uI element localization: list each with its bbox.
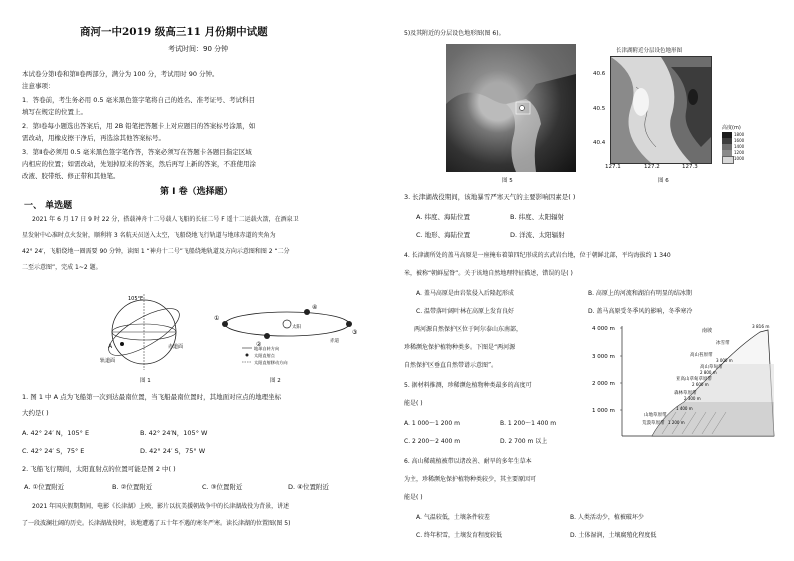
q2-option-c[interactable]: C. ③位置附近 [202, 483, 243, 491]
right-column [404, 0, 776, 561]
q5-option-a[interactable]: A. 1 000～1 200 m [404, 420, 460, 427]
q1-option-c[interactable]: C. 42° 24′ S，75° E [22, 447, 85, 455]
legend-title: 高度(m) [722, 125, 741, 131]
intro-line: 3．第Ⅱ卷必须用 0.5 毫米黑色签字笔作答，答案必须写在答题卡各题目指定区域 [22, 148, 252, 156]
q1-stem: 1. 图 1 中 A 点为飞船第一次到达最南位置，当飞船最南位置时，其地面对应点的地理坐标 [22, 393, 282, 401]
y-tick: 3 000 m [592, 354, 615, 360]
lake-marker [520, 106, 525, 111]
left-column [22, 0, 392, 561]
q6-stem: 6. 高山稀疏植被带以诸改善、耐旱的多年生草本 [404, 458, 532, 465]
intro-line: 注意事项： [22, 82, 55, 90]
figure-2-caption: 图 2 [270, 378, 281, 384]
intro-line: 改液、胶带纸、修正带和其他笔。 [22, 172, 120, 180]
q1-option-a[interactable]: A. 42° 24′ N，105° E [22, 429, 90, 437]
passage-line: 2021 年 6 月 17 日 9 时 22 分，搭载神舟十二号载人飞船的长征二号 F 遥十二运载火箭，在酒泉卫 [32, 216, 299, 223]
legend-dot [246, 354, 249, 357]
lon-label: 127.3 [682, 164, 698, 170]
q5-stem: 5. 据材料推测，珍稀濒危植物种类最多的高度可 [404, 382, 532, 389]
q5-option-c[interactable]: C. 2 200～2 400 m [404, 438, 461, 445]
q2-option-a[interactable]: A. ①位置附近 [24, 483, 65, 491]
map-overlay [446, 44, 576, 172]
legend-label: 1400 [734, 144, 745, 149]
figure-5-map [446, 44, 576, 172]
section-title: 一、 单选题 [24, 201, 73, 211]
lat-label: 40.5 [593, 106, 606, 112]
zone-meadow: 高山草甸带 [700, 365, 723, 370]
legend-3: 太阳直射移动方向 [254, 360, 288, 365]
q2-option-d[interactable]: D. ④位置附近 [288, 483, 329, 491]
sun-label: 太阳 [292, 325, 301, 330]
q3-stem: 3. 长津湖战役期间，该地暴雪严寒天气的主要影响因素是( ) [404, 193, 576, 201]
zone-desert-steppe: 荒漠草原带 [642, 421, 665, 426]
lon-label: 127.2 [644, 164, 660, 170]
intro-line: 需改动，用橡皮擦干净后，再选涂其他答案标号。 [22, 134, 165, 142]
q5-option-b[interactable]: B. 1 200～1 400 m [500, 420, 557, 427]
point-a [120, 342, 124, 346]
legend-swatch [722, 156, 734, 164]
q1-option-b[interactable]: B. 42° 24′N，105° W [140, 429, 208, 437]
label-equator-plane: 赤道面 [168, 344, 184, 350]
passage-line: 自然保护区垂直自然带谱示意图”。 [404, 362, 498, 369]
part-title: 第 Ⅰ 卷（选择题） [160, 187, 233, 197]
figure-6-terrain [610, 56, 712, 164]
pos-label-1: ① [214, 315, 220, 322]
q6-stem: 能是( ) [404, 494, 423, 501]
figure-6-caption: 图 6 [658, 178, 669, 184]
intro-line: 内相应的位置；如需改动，先划掉原来的答案，然后再写上新的答案，不准使用涂 [22, 160, 256, 168]
label-orbit-plane: 轨道面 [100, 358, 116, 364]
lon-label: 127.1 [605, 164, 621, 170]
terrain-layers [611, 57, 711, 163]
q2-option-b[interactable]: B. ②位置附近 [112, 483, 153, 491]
label-a: A [108, 343, 113, 350]
figure-1-caption: 图 1 [140, 378, 151, 384]
q2-stem: 2. 飞船飞行期间，太阳直射点的位置可能是图 2 中( ) [22, 465, 176, 473]
q4-option-a[interactable]: A. 盖马高原是由岩浆侵入后隆起形成 [416, 290, 514, 297]
q3-option-d[interactable]: D. 洋流、太阳辐射 [510, 231, 565, 239]
q4-option-d[interactable]: D. 盖马高原受冬季风的影响，冬季寒冷 [588, 308, 693, 315]
q4-option-b[interactable]: B. 高原上的河流和湖泊有明显的结冰期 [588, 290, 692, 297]
passage-line: 两河源自然保护区位于阿尔泰山东南部， [414, 326, 523, 333]
figure-5-caption: 图 5 [502, 178, 513, 184]
legend-label: 1000 [734, 156, 745, 161]
legend-label: 1200 [734, 150, 745, 155]
zone-glacier: 冰雪带 [716, 341, 730, 346]
height-label: 2 600 m [692, 382, 709, 387]
q5-option-d[interactable]: D. 2 700 m 以上 [500, 438, 548, 445]
earth-pos-4 [304, 309, 310, 315]
y-tick: 4 000 m [592, 326, 615, 332]
passage-line: 珍稀濒危保护植物种类多。下图是“两河源 [404, 344, 516, 351]
q3-option-a[interactable]: A. 纬度、海陆位置 [416, 213, 470, 221]
passage-line: 了一段波澜壮阔的历史。长津湖战役时，该地遭遇了五十年不遇的寒冬严寒。读长津湖的位置图(图 5) [22, 520, 291, 527]
lat-label: 40.6 [593, 71, 606, 77]
height-label: 3 000 m [716, 358, 733, 363]
figure-6-title: 长津湖附近分层设色地形图 [616, 48, 683, 54]
zone-mtn-steppe: 山地草原带 [644, 413, 667, 418]
q1-option-d[interactable]: D. 42° 24′ S，75° W [140, 447, 206, 455]
figure-2-orbit [212, 300, 362, 370]
passage-line: 42° 24′，飞船绕地一圈需要 90 分钟，读图 1 “神舟十二号”飞船绕地轨道及方向示意图和图 2 “二分 [22, 248, 290, 255]
q6-option-d[interactable]: D. 土体湿润，土壤腐殖化程度低 [570, 532, 657, 539]
sun-symbol [283, 320, 291, 328]
intro-line: 填写在规定的位置上。 [22, 108, 87, 116]
peak-height: 3 816 m [752, 324, 770, 329]
passage-line: 二至示意图”，完成 1~2 题。 [22, 264, 102, 271]
passage-line: 2021 年国庆假期期间，电影《长津湖》上映，影片以抗美援朝战争中的长津湖战役为背景，讲述 [32, 503, 290, 510]
q6-option-a[interactable]: A. 气温较低，土壤条件较差 [416, 514, 490, 521]
zone-subalpine: 亚高山草甸草原带 [676, 377, 712, 382]
pos-label-3: ③ [352, 329, 358, 336]
intro-line: 本试卷分第Ⅰ卷和第Ⅱ卷两部分，满分为 100 分，考试用时 90 分钟。 [22, 70, 219, 78]
q5-stem: 能是( ) [404, 400, 423, 407]
q6-option-c[interactable]: C. 终年积雪，土壤发育程度较低 [416, 532, 503, 539]
y-tick: 1 000 m [592, 408, 615, 414]
intro-line: 2．第Ⅰ卷每小题选出答案后，用 2B 铅笔把答题卡上对应题目的答案标号涂黑，如 [22, 122, 256, 130]
passage-line: 星发射中心准时点火发射，顺利将 3 名航天员送入太空，飞船绕地飞行轨道与地球赤道的夹角为 [22, 232, 276, 239]
label-105e: 105°E [128, 296, 144, 302]
exam-time: 考试时间：90 分钟 [168, 45, 229, 53]
q4-stem: 米，被称“朝鲜屋脊”。关于该地自然地理特征描述，错误的是( ) [404, 270, 573, 277]
legend-label: 1800 [734, 132, 745, 137]
zone-forest: 森林草原带 [674, 391, 697, 396]
height-label: 1 400 m [676, 406, 693, 411]
q3-option-b[interactable]: B. 纬度、太阳辐射 [510, 213, 565, 221]
earth-pos-2 [264, 333, 270, 339]
pos-label-4: ④ [312, 304, 318, 311]
q3-option-c[interactable]: C. 地形、海陆位置 [416, 231, 471, 239]
pos-label-2: ② [256, 341, 262, 348]
q6-option-b[interactable]: B. 人类活动少，植被破坏少 [570, 514, 644, 521]
vertical-zone-chart [592, 322, 776, 438]
earth-pos-1 [222, 321, 228, 327]
earth-pos-3 [346, 321, 352, 327]
passage-line: 5)及其附近的分层设色地形图(图 6)。 [404, 30, 505, 37]
legend-1: 地球自转方向 [254, 346, 280, 351]
figure-1-globe [92, 286, 202, 376]
height-label: 2 800 m [700, 370, 717, 375]
lower-zones [652, 402, 774, 436]
y-tick: 2 000 m [592, 381, 615, 387]
height-label: 1 200 m [668, 420, 685, 425]
q4-option-c[interactable]: C. 温带落叶阔叶林在高原上发育良好 [416, 308, 515, 315]
q6-stem: 为主，珍稀濒危保护植物种类较少，其主要原因可 [404, 476, 537, 483]
height-label: 2 300 m [684, 396, 701, 401]
intro-line: 1．答卷前，考生务必用 0.5 毫米黑色签字笔将自己的姓名、准考证号、考试科目 [22, 96, 256, 104]
q4-stem: 4. 长津湖所处的盖马高原是一座掩布着第四纪形成的玄武岩台地，位于朝鲜北部，平均海拔约 1 340 [404, 252, 671, 259]
zone-label-south: 南坡 [702, 328, 713, 334]
page-title: 商河一中2019 级高三11 月份期中试题 [80, 26, 268, 38]
zone-alpine: 高山苔原带 [690, 353, 713, 358]
q1-stem: 大约是( ) [22, 409, 49, 417]
equator-label: 赤道 [330, 339, 339, 344]
legend-label: 1600 [734, 138, 745, 143]
lat-label: 40.4 [593, 140, 606, 146]
legend-2: 太阳直射点 [254, 353, 275, 358]
